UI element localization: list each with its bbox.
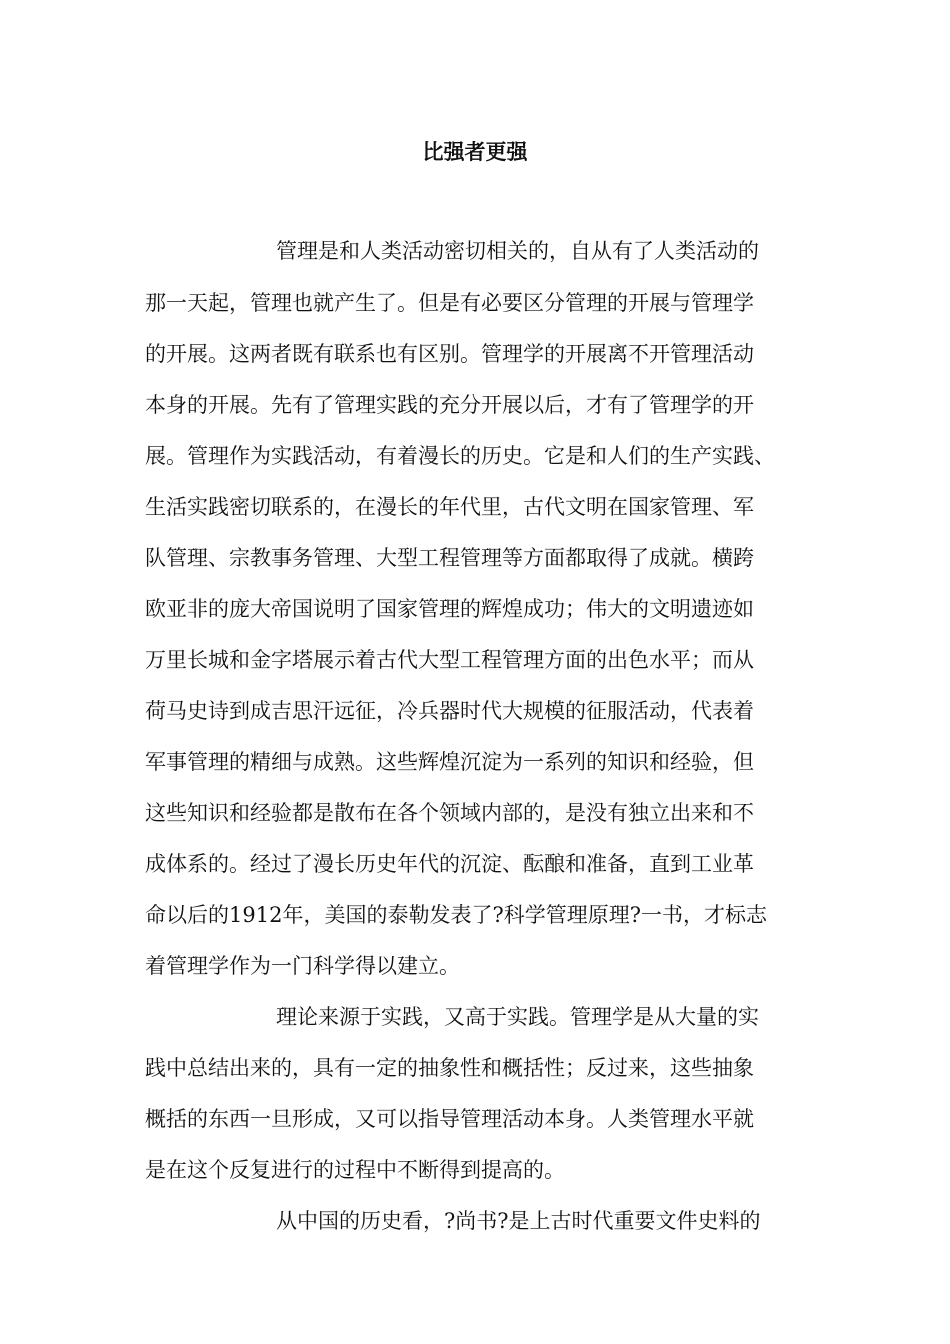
- paragraph-1-line-12: 这些知识和经验都是散布在各个领域内部的，是没有独立出来和不: [145, 801, 754, 825]
- paragraph-1-line-6: 生活实践密切联系的，在漫长的年代里，古代文明在国家管理、军: [145, 495, 754, 519]
- paragraph-1-line-9: 万里长城和金字塔展示着古代大型工程管理方面的出色水平；而从: [145, 648, 754, 672]
- paragraph-1-line-8: 欧亚非的庞大帝国说明了国家管理的辉煌成功；伟大的文明遗迹如: [145, 597, 754, 621]
- paragraph-1-line-7: 队管理、宗教事务管理、大型工程管理等方面都取得了成就。横跨: [145, 546, 754, 570]
- paragraph-1-line-10: 荷马史诗到成吉思汗远征，冷兵器时代大规模的征服活动，代表着: [145, 699, 754, 723]
- paragraph-2-line-2: 践中总结出来的，具有一定的抽象性和概括性；反过来，这些抽象: [145, 1056, 754, 1080]
- paragraph-1-line-5: 展。管理作为实践活动，有着漫长的历史。它是和人们的生产实践、: [145, 444, 775, 468]
- page-title: 比强者更强: [422, 140, 528, 164]
- paragraph-1-line-11: 军事管理的精细与成熟。这些辉煌沉淀为一系列的知识和经验，但: [145, 750, 754, 774]
- paragraph-3-line-1: 从中国的历史看，?尚书?是上古时代重要文件史料的: [276, 1209, 761, 1233]
- paragraph-1-line-13: 成体系的。经过了漫长历史年代的沉淀、酝酿和准备，直到工业革: [145, 852, 754, 876]
- paragraph-1-line-15: 着管理学作为一门科学得以建立。: [145, 954, 460, 978]
- paragraph-2-line-3: 概括的东西一旦形成，又可以指导管理活动本身。人类管理水平就: [145, 1107, 754, 1131]
- paragraph-1-line-4: 本身的开展。先有了管理实践的充分开展以后，才有了管理学的开: [145, 393, 754, 417]
- paragraph-2-line-1: 理论来源于实践，又高于实践。管理学是从大量的实: [276, 1005, 759, 1029]
- paragraph-2-line-4: 是在这个反复进行的过程中不断得到提高的。: [145, 1158, 565, 1182]
- paragraph-1-line-3: 的开展。这两者既有联系也有区别。管理学的开展离不开管理活动: [145, 342, 754, 366]
- paragraph-1-line-2: 那一天起，管理也就产生了。但是有必要区分管理的开展与管理学: [145, 291, 754, 315]
- paragraph-1-line-14: 命以后的1912年，美国的泰勒发表了?科学管理原理?一书，才标志: [145, 903, 767, 927]
- paragraph-1-line-1: 管理是和人类活动密切相关的，自从有了人类活动的: [276, 239, 759, 263]
